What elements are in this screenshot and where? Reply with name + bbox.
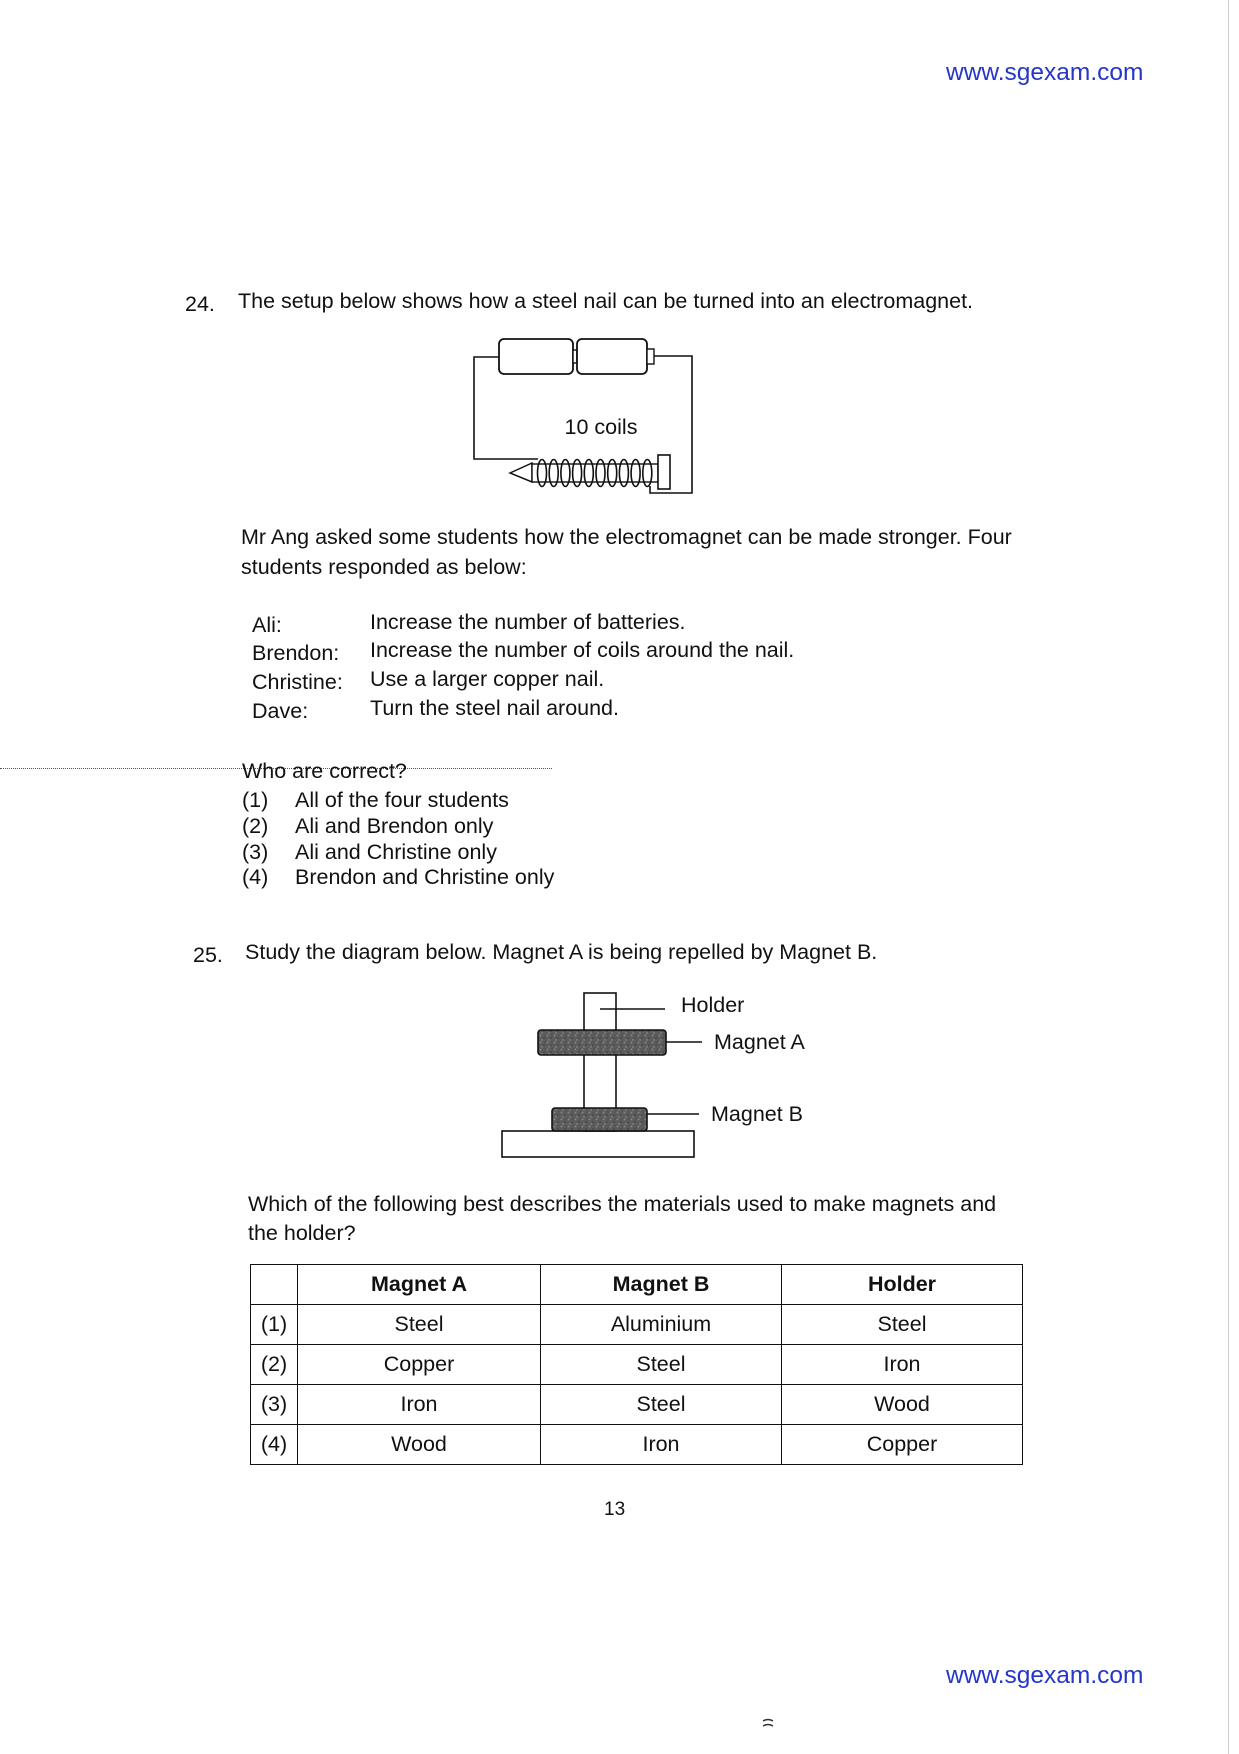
table-header-holder: Holder [782,1265,1023,1305]
page-number: 13 [604,1499,626,1520]
magnet-a-label: Magnet A [714,1030,805,1054]
magnet-a-cell: Wood [298,1425,541,1465]
option-number-cell: (4) [251,1425,298,1465]
materials-answer-table [250,1264,1023,1465]
magnet-a-cell: Iron [298,1385,541,1425]
student-statement: Increase the number of coils around the nail. [370,638,795,662]
option-number-cell: (1) [251,1305,298,1345]
option-number: (3) [242,840,269,864]
question-prompt: Who are correct? [242,759,407,783]
prompt-line-1: Which of the following best describes the materials used to make magnets and [248,1192,997,1216]
student-name: Ali: [252,613,282,637]
magnet-b-label: Magnet B [711,1102,804,1126]
site-watermark-top: www.sgexam.com [946,59,1144,86]
question-stem: The setup below shows how a steel nail can be turned into an electromagnet. [238,289,974,313]
magnet-diagram [490,985,830,1165]
student-statement: Increase the number of batteries. [370,610,686,634]
magnet-b-cell: Steel [541,1385,782,1425]
scanned-page-edge [1228,0,1229,1754]
nail-tip [510,463,532,482]
question-stem: Study the diagram below. Magnet A is being repelled by Magnet B. [245,940,878,964]
student-name: Christine: [252,670,343,694]
prompt-line-2: students responded as below: [241,555,527,579]
holder-cell: Copper [782,1425,1023,1465]
option-number: (4) [242,865,269,889]
magnet-b-cell: Iron [541,1425,782,1465]
student-name: Brendon: [252,641,340,665]
option-number: (2) [242,814,269,838]
option-text: All of the four students [295,788,509,812]
prompt-line-1: Mr Ang asked some students how the electromagnet can be made stronger. Four [241,525,1012,549]
option-number-cell: (2) [251,1345,298,1385]
table-row [251,1345,1023,1385]
holder-cell: Wood [782,1385,1023,1425]
site-watermark-bottom: www.sgexam.com [946,1662,1144,1689]
battery-1 [499,339,573,374]
question-number: 25. [193,943,223,967]
stand-base [502,1131,694,1157]
holder-label: Holder [681,993,745,1017]
scan-mark [760,1716,776,1732]
battery-2-terminal [647,349,654,364]
table-header-magnet-a: Magnet A [298,1265,541,1305]
option-number: (1) [242,788,269,812]
magnet-b-cell: Steel [541,1345,782,1385]
question-number: 24. [185,292,215,316]
nail-head [658,455,670,489]
magnet-a [538,1030,666,1055]
electromagnet-circuit-diagram [460,330,710,505]
student-statement: Turn the steel nail around. [370,696,619,720]
table-row [251,1305,1023,1345]
table-row [251,1425,1023,1465]
table-row [251,1385,1023,1425]
student-name: Dave: [252,699,309,723]
holder-cell: Steel [782,1305,1023,1345]
option-text: Brendon and Christine only [295,865,555,889]
table-header-blank [251,1265,298,1305]
table-header-magnet-b: Magnet B [541,1265,782,1305]
magnet-b [552,1108,647,1131]
battery-2 [577,339,647,374]
magnet-b-cell: Aluminium [541,1305,782,1345]
option-text: Ali and Christine only [295,840,497,864]
holder-cell: Iron [782,1345,1023,1385]
option-number-cell: (3) [251,1385,298,1425]
student-statement: Use a larger copper nail. [370,667,605,691]
magnet-a-cell: Steel [298,1305,541,1345]
option-text: Ali and Brendon only [295,814,494,838]
magnet-a-cell: Copper [298,1345,541,1385]
table-header-row [251,1265,1023,1305]
prompt-line-2: the holder? [248,1221,356,1245]
coils-label: 10 coils [564,415,638,439]
